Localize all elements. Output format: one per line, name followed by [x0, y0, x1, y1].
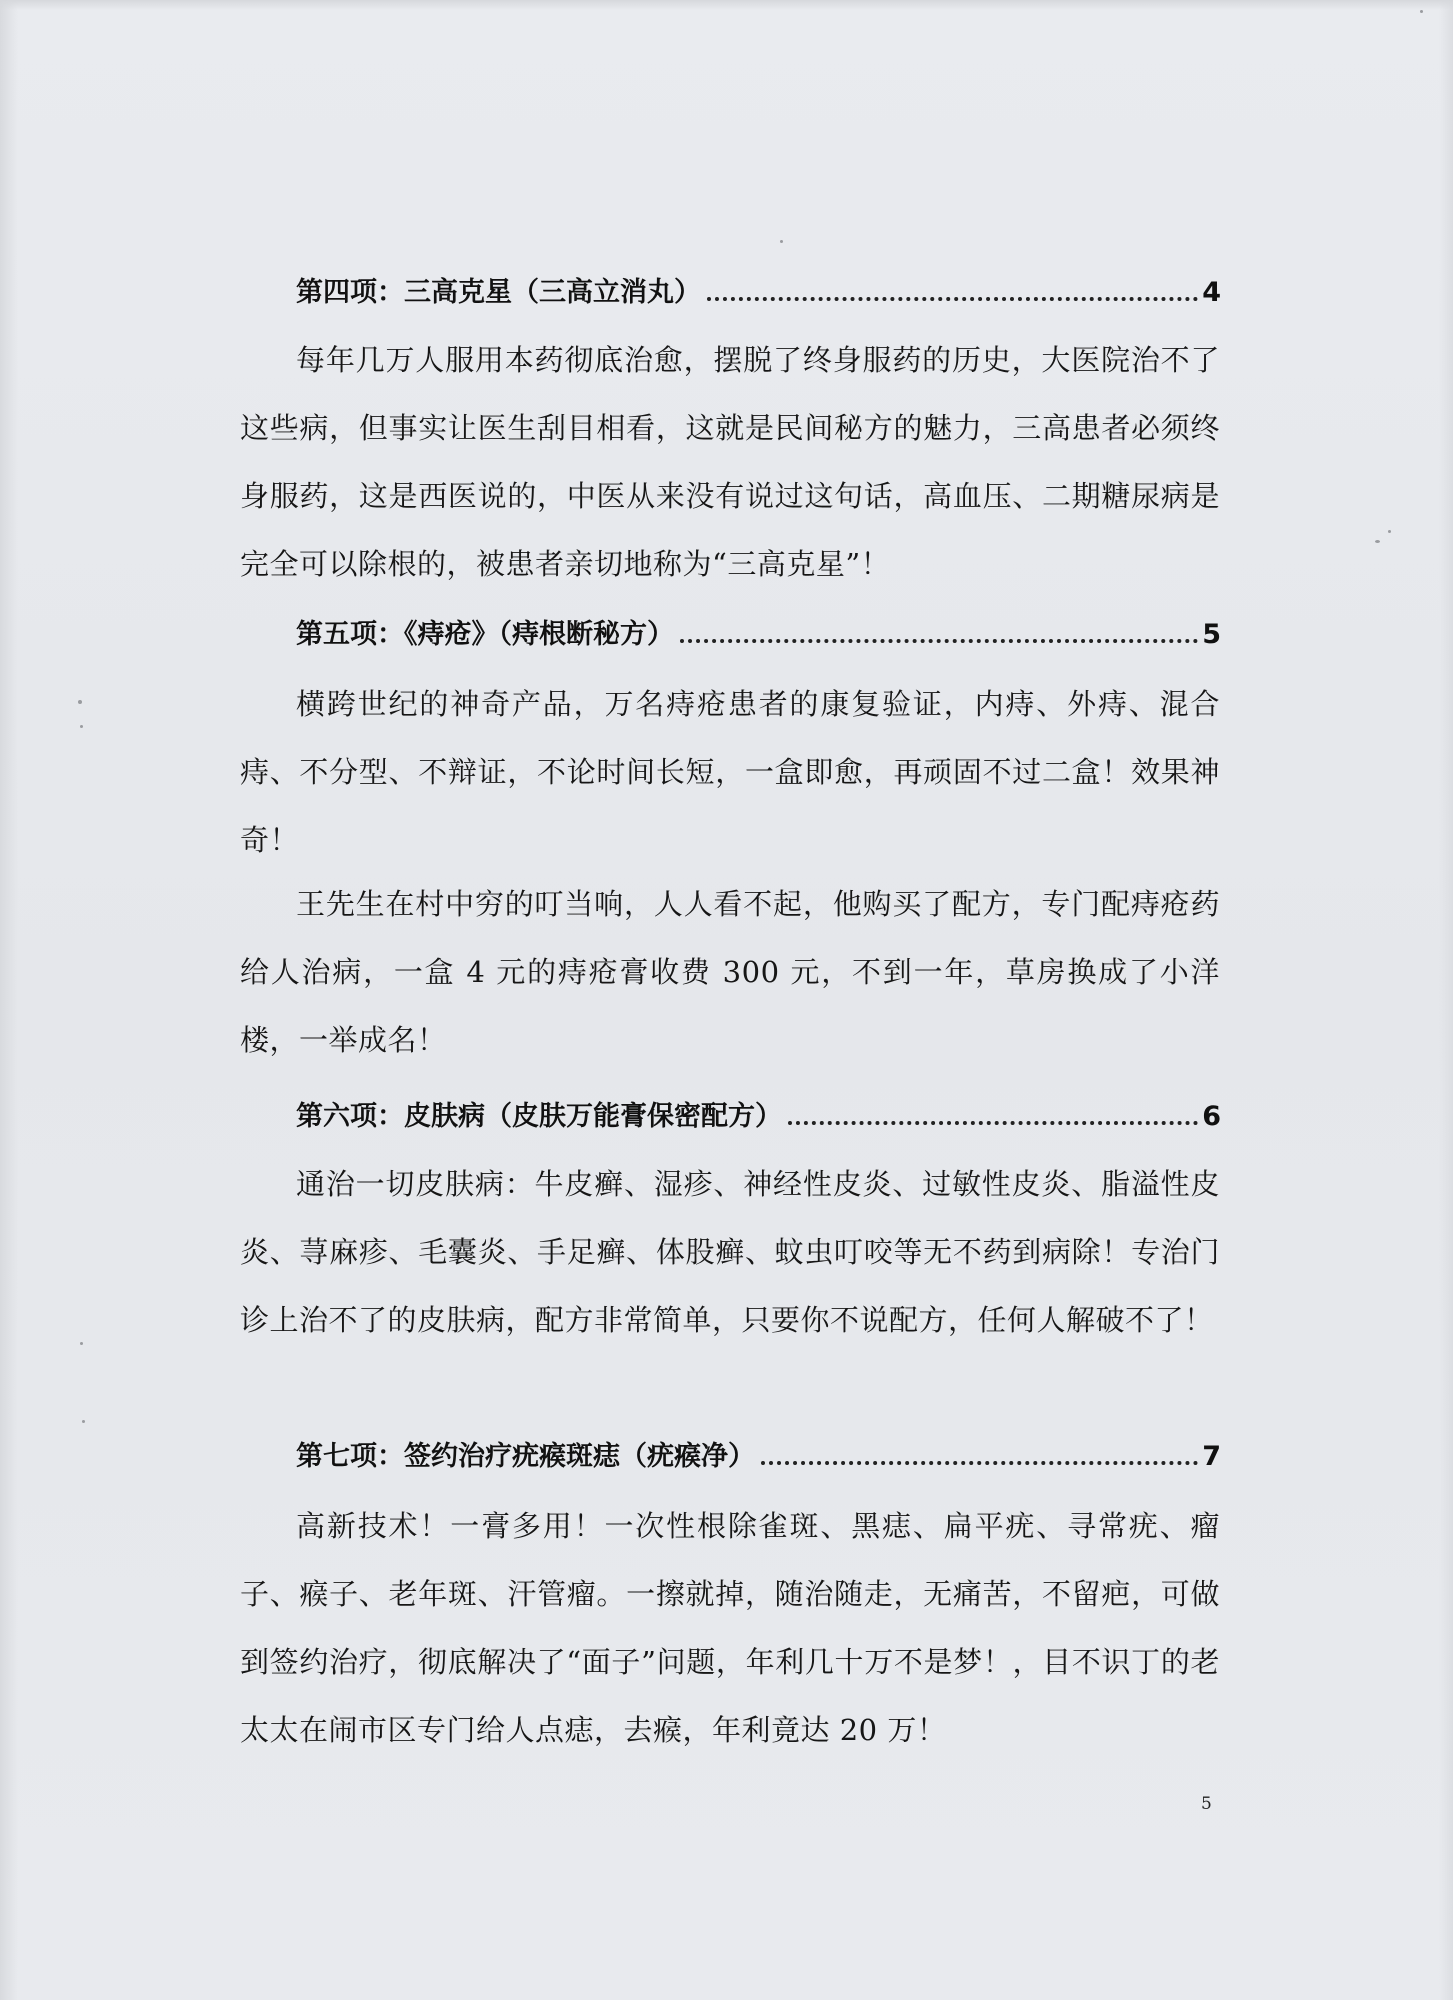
- scan-speck: [78, 700, 82, 704]
- section-page-number: 7: [1202, 1441, 1221, 1472]
- section-page-number: 6: [1202, 1101, 1221, 1132]
- scan-speck: [1375, 540, 1380, 543]
- scan-speck: [1420, 10, 1423, 13]
- paragraph: 每年几万人服用本药彻底治愈，摆脱了终身服药的历史，大医院治不了这些病，但事实让医生刮目相看，这就是民间秘方的魅力，三高患者必须终身服药，这是西医说的，中医从来没有说过这句话，高血压、二期糖尿病是完全可以除根的，被患者亲切地称为“三高克星”！: [240, 343, 1220, 581]
- paragraph: 王先生在村中穷的叮当响，人人看不起，他购买了配方，专门配痔疮药给人治病，一盒 4 元的痔疮膏收费 300 元，不到一年，草房换成了小洋楼，一举成名！: [240, 887, 1220, 1057]
- dot-leader: [707, 296, 1198, 301]
- section-heading: [296, 1434, 1221, 1474]
- paragraph: 高新技术！一膏多用！一次性根除雀斑、黑痣、扁平疣、寻常疣、瘤子、瘊子、老年斑、汗管瘤。一擦就掉，随治随走，无痛苦，不留疤，可做到签约治疗，彻底解决了“面子”问题，年利几十万不是梦！，目不识丁的老太太在闹市区专门给人点痣，去瘊，年利竟达 20 万！: [240, 1509, 1220, 1747]
- section-title: 第七项：签约治疗疣瘊斑痣（疣瘊净）: [296, 1441, 755, 1472]
- section-page-number: 5: [1202, 619, 1221, 650]
- footer-page-number: 5: [1201, 1794, 1212, 1814]
- section-title: 第五项：《痔疮》（痔根断秘方）: [296, 619, 674, 650]
- section-page-number: 4: [1202, 277, 1221, 308]
- section-heading: [296, 612, 1221, 652]
- section-title: 第六项：皮肤病（皮肤万能膏保密配方）: [296, 1101, 782, 1132]
- scan-edge-right: [1439, 0, 1453, 2000]
- paragraph: 通治一切皮肤病：牛皮癣、湿疹、神经性皮炎、过敏性皮炎、脂溢性皮炎、荨麻疹、毛囊炎、手足癣、体股癣、蚊虫叮咬等无不药到病除！专治门诊上治不了的皮肤病，配方非常简单，只要你不说配方，任何人解破不了！: [240, 1167, 1220, 1337]
- section-title: 第四项：三高克星（三高立消丸）: [296, 277, 701, 308]
- scan-speck: [80, 725, 83, 728]
- section-heading: [296, 1094, 1221, 1134]
- dot-leader: [680, 638, 1198, 643]
- scan-speck: [780, 240, 783, 243]
- dot-leader: [788, 1120, 1198, 1125]
- paragraph: 横跨世纪的神奇产品，万名痔疮患者的康复验证，内痔、外痔、混合痔、不分型、不辩证，不论时间长短，一盒即愈，再顽固不过二盒！效果神奇！: [240, 687, 1220, 857]
- dot-leader: [761, 1460, 1198, 1465]
- scan-edge-top: [0, 0, 1453, 10]
- scan-speck: [1388, 530, 1391, 533]
- scan-speck: [80, 1342, 83, 1345]
- scan-speck: [82, 1420, 85, 1423]
- section-heading: [296, 270, 1221, 310]
- scan-edge-left: [0, 0, 18, 2000]
